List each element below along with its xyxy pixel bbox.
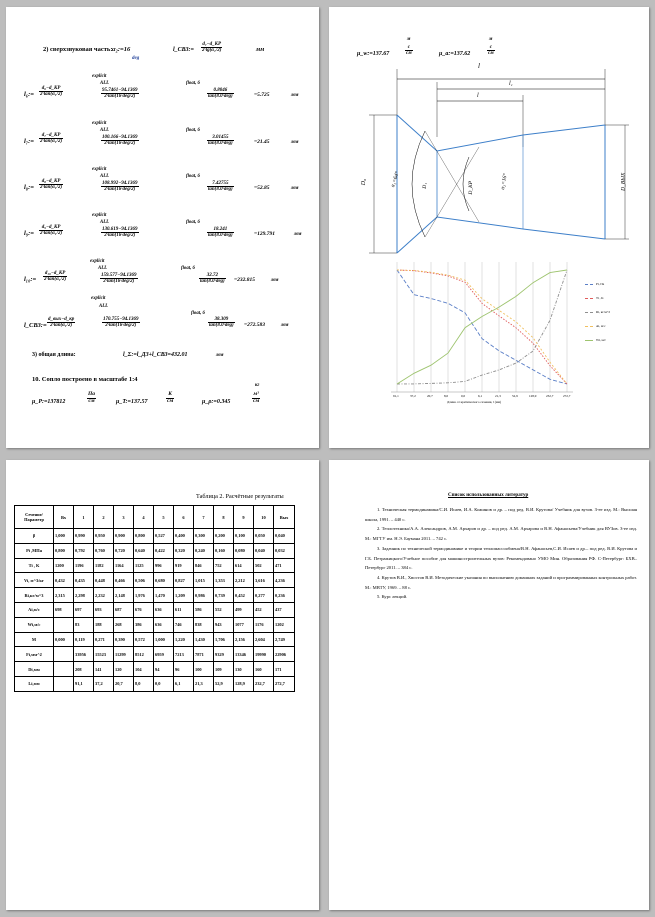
label-d1: D₁ (422, 182, 429, 189)
table-cell: 1,209 (174, 588, 194, 603)
table-row (15, 617, 295, 632)
table-cell: 0,236 (274, 588, 295, 603)
table-cell: 586 (194, 602, 214, 617)
alpha2-eq: α₂:=16 (112, 46, 131, 53)
table-header-cell: 4 (134, 506, 154, 529)
table-cell: 268 (114, 617, 134, 632)
lcvz-unit: мм (256, 47, 265, 53)
legend-label: Wi, м/с (596, 338, 607, 342)
table-cell (54, 676, 74, 691)
table-cell: 0,240 (194, 543, 214, 558)
label-l2: l (477, 93, 479, 99)
table-cell: 1077 (234, 617, 254, 632)
table-cell: 2,148 (114, 588, 134, 603)
table-cell: 7213 (174, 647, 194, 662)
table-header-cell: 1 (74, 506, 94, 529)
table-cell: 698 (54, 602, 74, 617)
total-length-eq: l_Σ:=l_ДЗ+l_СВЗ=432.01 (123, 352, 188, 358)
table-cell: 0,400 (174, 529, 194, 544)
table-cell: 8,0 (134, 676, 154, 691)
mu-rho: μ_ρ:=0.345 (202, 399, 231, 405)
mu-rho-unit: м³ см (253, 391, 260, 404)
table-cell: 996 (154, 558, 174, 573)
table-cell: Li,мм (15, 676, 54, 691)
legend-swatch (585, 326, 593, 327)
table-cell: 33956 (74, 647, 94, 662)
table-cell: Pi ,MПа (15, 543, 54, 558)
table-cell: 83 (74, 617, 94, 632)
table-cell: 7871 (194, 647, 214, 662)
table-cell: 0,040 (274, 529, 295, 544)
table-cell: 20,7 (114, 676, 134, 691)
table-cell: 0,572 (134, 632, 154, 647)
legend-item (585, 338, 610, 352)
table-cell (54, 662, 74, 677)
table-cell: 1,430 (194, 632, 214, 647)
table-row (15, 662, 295, 677)
table-header-cell: 5 (154, 506, 174, 529)
table-cell: 746 (174, 617, 194, 632)
table-cell: Di,мм (15, 662, 54, 677)
x-tick-label: 232,7 (546, 394, 554, 398)
table-cell: Vi, м^3/кг (15, 573, 54, 588)
label-l1: l₁ (509, 81, 513, 87)
table-cell: 4,236 (274, 573, 295, 588)
table-cell: 676 (134, 602, 154, 617)
table-cell: 100 (194, 662, 214, 677)
table-cell: 13346 (234, 647, 254, 662)
mu-rho-kg: кг (255, 383, 260, 388)
label-dvyx: D_ВЫХ (620, 172, 627, 191)
page-literature (329, 460, 649, 910)
table-cell: 0,119 (74, 632, 94, 647)
table-cell: 96 (174, 662, 194, 677)
table-cell: 636 (154, 602, 174, 617)
table-cell: 693 (94, 602, 114, 617)
table-cell (54, 647, 74, 662)
table-cell: 1,000 (154, 632, 174, 647)
table-cell: 6,1 (174, 676, 194, 691)
table-cell: β (15, 529, 54, 544)
table-cell: Ri,кг/м^3 (15, 588, 54, 603)
table-row (15, 647, 295, 662)
alpha2-unit: deg (132, 56, 140, 61)
table-cell: 91,1 (74, 676, 94, 691)
table-cell: 2,749 (274, 632, 295, 647)
table-cell: 0,390 (114, 632, 134, 647)
mu-a-m: м (489, 37, 493, 42)
x-tick-label: 91,1 (393, 394, 399, 398)
table-cell: 0,435 (74, 573, 94, 588)
legend-swatch (585, 284, 593, 285)
legend-label: Ti , K (596, 296, 604, 300)
total-length-label: 3) общая длина: (32, 352, 76, 358)
label-d0: D₀ (361, 178, 368, 186)
table-cell: 1182 (94, 558, 114, 573)
legend-swatch (585, 298, 593, 299)
page-nozzle-drawing (329, 7, 649, 448)
literature-item: 4. Крутов В.И., Хвостов В.И. Методические указания по выполнению домашних заданий и программированных контрольных работ. М.: МВТУ, 1969. – 88 с. (365, 574, 637, 590)
table-cell: 697 (74, 602, 94, 617)
table-cell: 15523 (94, 647, 114, 662)
table-cell: 838 (194, 617, 214, 632)
literature-item: 5. Курс лекций. (377, 594, 408, 600)
supersonic-label: 2) сверхзвуковая часть: (43, 46, 113, 53)
table-cell: 0,720 (114, 543, 134, 558)
legend-item (585, 310, 610, 324)
table-cell: 0,277 (254, 588, 274, 603)
table-cell: 2,315 (54, 588, 74, 603)
table-header-cell: Сечение/ Параметр (15, 506, 54, 529)
table-header-cell: 2 (94, 506, 114, 529)
literature-item: 2. Теплотехника/А.А. Александров, А.М. Архаров и др. – под ред. А.М. Архарова и В.Н. Афанасьева/Учебник для ВУЗов. 3-ее изд. М.: МГТУ им. Н.Э. Баумана 2011. – 742 с. (365, 526, 637, 542)
table-cell: Ai,м/с (15, 602, 54, 617)
table-cell: 2,212 (234, 573, 254, 588)
results-table (14, 505, 295, 692)
table-cell: 0,760 (94, 543, 114, 558)
table-cell: 188 (94, 617, 114, 632)
nozzle-bottom-contour (397, 217, 605, 253)
chart-legend (585, 282, 610, 352)
mu-w: μ_w:=137.67 (357, 51, 390, 57)
legend-item (585, 296, 610, 310)
table-cell: 6959 (154, 647, 174, 662)
table-cell: 943 (214, 617, 234, 632)
x-tick-label: 52,9 (512, 394, 518, 398)
table-cell: 452 (254, 602, 274, 617)
table-cell: 2,156 (234, 632, 254, 647)
nozzle-drawing (329, 7, 649, 448)
legend-item (585, 324, 610, 338)
nozzle-top-contour (397, 115, 605, 151)
table-cell: 0,200 (214, 529, 234, 544)
table-cell: Ti , K (15, 558, 54, 573)
table-header-cell: Вых (274, 506, 295, 529)
table-cell: 0,271 (94, 632, 114, 647)
label-alpha1: α₁=64° (390, 170, 401, 189)
literature-title: Список использованных литератур (448, 493, 529, 498)
table-cell: 0,050 (254, 529, 274, 544)
literature-item: 3. Задачник по технической термодинамике и теории тепломассообмена/В.Н. Афанасьев,С.И. Исаев и др.– под ред. В.И. Крутова и Г.Б. Петражицкого/Учебное пособие для машиностроительных вузов: Рекомендовано УМО Мин. Образования РФ. С-Петербург: БХВ–Петербург 2011. – 384 с. (365, 545, 637, 571)
table-cell: 2,232 (94, 588, 114, 603)
table-cell: 502 (254, 558, 274, 573)
table-cell: 11299 (114, 647, 134, 662)
table-cell: 437 (274, 602, 295, 617)
x-tick-label: 21,3 (495, 394, 501, 398)
table-cell: 1,220 (174, 632, 194, 647)
table-cell: 0,800 (54, 543, 74, 558)
legend-label: Ai, м/с (596, 324, 606, 328)
x-tick-label: 20,7 (427, 394, 433, 398)
label-dkp: D_КР (468, 180, 475, 195)
table-cell: 1,015 (194, 573, 214, 588)
table-cell: 9329 (214, 647, 234, 662)
table-row (15, 529, 295, 544)
table-header-cell: 3 (114, 506, 134, 529)
table-header-cell: 8 (214, 506, 234, 529)
table-cell: 130 (234, 662, 254, 677)
table-cell: 0,0 (154, 676, 174, 691)
table-cell: 0,827 (174, 573, 194, 588)
table-cell: 19990 (254, 647, 274, 662)
mu-w-m: м (407, 37, 411, 42)
table-row (15, 676, 295, 691)
table-cell: 611 (174, 602, 194, 617)
table-cell: 552 (214, 602, 234, 617)
mu-a: μ_a:=137.62 (439, 51, 471, 57)
legend-swatch (585, 312, 593, 313)
table-row (15, 602, 295, 617)
literature-item: 1. Техническая термодинамика/С.И. Исаев, И.А. Кожинов и др. – под ред. В.И. Крутова/ Учебник для вузов. 3-ее изд. М.: Высшая школа, 1991. – 440 с. (365, 507, 637, 522)
x-tick-label: 8,0 (444, 394, 449, 398)
table-cell: 1196 (74, 558, 94, 573)
page-results-table (6, 460, 319, 910)
mu-t: μ_T:=137.57 (116, 399, 148, 405)
table-header-cell: 10 (254, 506, 274, 529)
table-cell: 614 (234, 558, 254, 573)
nozzle-heading: 10. Сопло построено в масштабе 1:4 (32, 376, 138, 383)
table-cell: 0,900 (114, 529, 134, 544)
table-cell: M (15, 632, 54, 647)
table-cell: 1,976 (134, 588, 154, 603)
table-cell: Wi,м/с (15, 617, 54, 632)
page-formulas: 2) сверхзвуковая часть: α₂:=16 deg l_СВЗ:= d₇−d_КР 2·tg(α₁/2) мм l₆:= d₆−d_КР 2·tan(α₁/2) explicit ALL 95.7461−94.1369 2·tan(16·deg/2) float, 6 0.8046 tan(8.0·deg) =5.725 мм l₇:= d₇−d_КР 2·tan(α₁/2) explicit ALL 100.166−94.1369 2·tan(16·deg/2) float, 6 3.01455 tan(8.0·deg) =21.45 мм l₈:= d₈−d_КР 2·tan(α₁/2) explicit ALL 108.992−94.1369 2·tan(16·deg/2) float, 6 7.42755 tan(8.0·deg) =52.85 мм l₉:= d₉−d_КР 2·tan(α₁/2) explicit ALL 130.619−94.1369 2·tan(16·deg/2) float, 6 18.241 tan(8.0·deg) =129.791 мм l₁₀:= d₁₀−d_КР 2·tan(α₁/2) explicit ALL 159.577−94.1369 2·tan(16·deg/2) float, 6 32.72 tan(8.0·deg) =232.815 мм l_СВЗ:= d_вых−d_кр 2·tan(α₁/2) explicit ALL 170.755−94.1369 2·tan(16·deg/2) float, 6 38.309 tan(8.0·deg) =272.583 мм 3) общая длина: l_Σ:=l_ДЗ+l_СВЗ=432.01 мм 10. Сопло построено в масштабе 1:4 μ_P:=137812 Па см μ_T:=137.57 K см μ_ρ:=0.345 кг м³ см (6, 7, 319, 448)
table-cell: 499 (234, 602, 254, 617)
table-cell: 272,7 (274, 676, 295, 691)
table-cell: 1,706 (214, 632, 234, 647)
table-cell: 22906 (274, 647, 295, 662)
table-cell: 0,432 (54, 573, 74, 588)
table-cell: 0,040 (254, 543, 274, 558)
table-cell: 171 (274, 662, 295, 677)
table-cell: 94 (154, 662, 174, 677)
table-cell: 2,298 (74, 588, 94, 603)
table-cell: 752 (214, 558, 234, 573)
table-cell: 208 (74, 662, 94, 677)
table-cell: 37,2 (94, 676, 114, 691)
table-cell: 8512 (134, 647, 154, 662)
table-cell: 141 (94, 662, 114, 677)
table-cell: 0,466 (114, 573, 134, 588)
table-cell: 846 (194, 558, 214, 573)
table-cell: 1125 (134, 558, 154, 573)
table-cell: 0,452 (234, 588, 254, 603)
label-l: l (478, 62, 480, 70)
table-cell: 1,353 (214, 573, 234, 588)
table-cell: 0,800 (134, 529, 154, 544)
table-cell: 1,000 (54, 529, 74, 544)
table-row (15, 573, 295, 588)
lcvz-lhs: l_СВЗ:= (173, 47, 194, 53)
table-cell: 232,7 (254, 676, 274, 691)
table-cell: 0,792 (74, 543, 94, 558)
table-cell: 160 (254, 662, 274, 677)
x-tick-label: 6,1 (478, 394, 483, 398)
mu-t-unit: K см (167, 391, 174, 404)
legend-item (585, 282, 610, 296)
x-tick-label: 272,7 (563, 394, 571, 398)
legend-label: Ri, кг/м^3 (596, 310, 610, 314)
label-alpha2: α₂=16° (500, 173, 509, 191)
x-axis-title: Длина от критического сечения, l (мм) (447, 400, 502, 404)
literature-list (365, 505, 637, 602)
table-cell: 636 (154, 617, 174, 632)
table-cell: 0,640 (134, 543, 154, 558)
mu-p-unit: Па см (88, 391, 96, 404)
table-cell: 919 (174, 558, 194, 573)
table-cell: 1176 (254, 617, 274, 632)
table-cell: 0,032 (274, 543, 295, 558)
table-cell: 0,160 (214, 543, 234, 558)
table-header-cell: 7 (194, 506, 214, 529)
lcvz-fraction: d₇−d_КР 2·tg(α₁/2) (202, 42, 222, 53)
table-cell: 0,990 (74, 529, 94, 544)
table-cell: 0,680 (154, 573, 174, 588)
mu-w-unit: с см (406, 45, 412, 56)
table-cell: 2,604 (254, 632, 274, 647)
total-length-unit: мм (216, 352, 224, 358)
table-row (15, 558, 295, 573)
table-cell: 0,080 (234, 543, 254, 558)
table-cell (54, 617, 74, 632)
table-row (15, 588, 295, 603)
table-header-cell: 9 (234, 506, 254, 529)
mu-p: μ_P:=137812 (32, 399, 66, 405)
table-cell: 0,422 (154, 543, 174, 558)
table-cell: 0,986 (194, 588, 214, 603)
table-title: Таблица 2. Расчётные результаты (196, 493, 284, 500)
table-cell: 687 (114, 602, 134, 617)
params-chart (391, 262, 573, 392)
table-row (15, 632, 295, 647)
table-cell: 109 (214, 662, 234, 677)
table-cell: 128,9 (234, 676, 254, 691)
table-cell: 21,3 (194, 676, 214, 691)
table-cell: 104 (134, 662, 154, 677)
x-tick-label: 37,2 (410, 394, 416, 398)
table-cell: 0,448 (94, 573, 114, 588)
table-cell: 471 (274, 558, 295, 573)
table-cell: Fi,мм^2 (15, 647, 54, 662)
table-cell: 0,000 (54, 632, 74, 647)
mu-a-unit: с см (488, 45, 494, 56)
table-cell: 0,100 (234, 529, 254, 544)
x-tick-label: 128,9 (529, 394, 537, 398)
table-cell: 3,616 (254, 573, 274, 588)
table-cell: 0,950 (94, 529, 114, 544)
legend-label: Pi, Па (596, 282, 605, 286)
table-header-cell: 6 (174, 506, 194, 529)
table-header-row (15, 506, 295, 529)
table-header-cell: Вх (54, 506, 74, 529)
table-cell: 0,506 (134, 573, 154, 588)
legend-swatch (585, 340, 593, 341)
table-cell: 52,9 (214, 676, 234, 691)
table-cell: 386 (134, 617, 154, 632)
table-cell: 120 (114, 662, 134, 677)
table-cell: 0,320 (174, 543, 194, 558)
table-cell: 1200 (54, 558, 74, 573)
table-cell: 1164 (114, 558, 134, 573)
table-cell: 1,470 (154, 588, 174, 603)
table-row (15, 543, 295, 558)
table-cell: 0,300 (194, 529, 214, 544)
table-cell: 0,739 (214, 588, 234, 603)
table-cell: 1202 (274, 617, 295, 632)
x-tick-label: 0,0 (461, 394, 466, 398)
table-cell: 0,527 (154, 529, 174, 544)
